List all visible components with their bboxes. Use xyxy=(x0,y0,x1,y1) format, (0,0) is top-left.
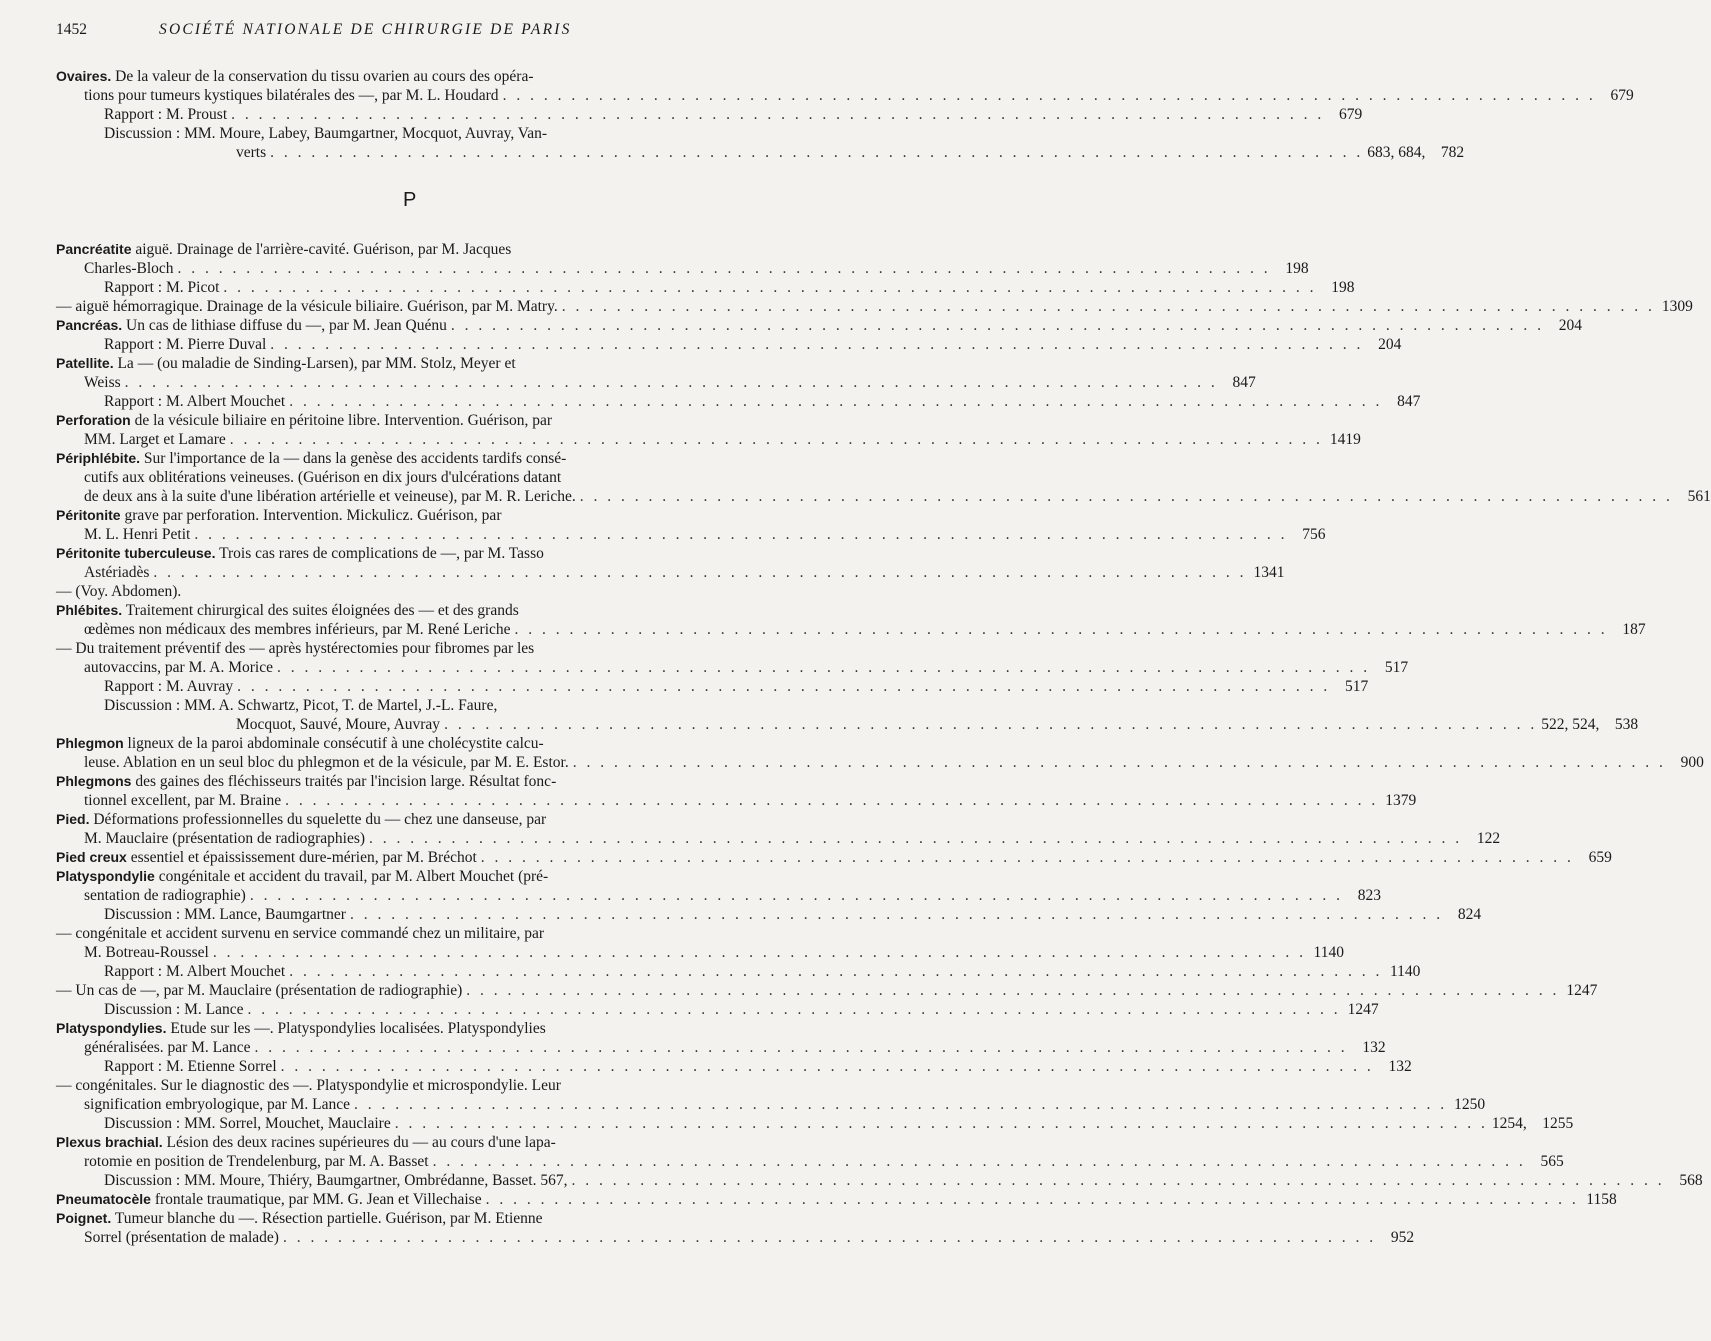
leader-dots: . . . . . . . . . . . . . . . . . . . . . . . . . . . . . . . . . . . . . . . . . . . . . . . . . . . . . . . . . . . . . . . . . . . . . . . . . . . . . . . . xyxy=(354,1096,1448,1113)
page-reference: 1247 xyxy=(1347,1001,1379,1018)
index-entry-text: tions pour tumeurs kystiques bilatérales des —, par M. L. Houdard xyxy=(84,87,499,104)
page-reference: 198 xyxy=(1331,279,1355,296)
index-line-text xyxy=(104,278,219,297)
index-line-text xyxy=(56,602,519,619)
leader-dots: . . . . . . . . . . . . . . . . . . . . . . . . . . . . . . . . . . . . . . . . . . . . . . . . . . . . . . . . . . . . . . . . . . . . . . . . . . . . . . . . xyxy=(276,659,1371,676)
index-keyword: Pied. xyxy=(56,811,90,827)
index-entry-text: Mocquot, Sauvé, Moure, Auvray xyxy=(236,716,441,733)
index-entry-text: De la valeur de la conservation du tissu ovarien au cours des opéra- xyxy=(111,68,534,85)
leader-dots: . . . . . . . . . . . . . . . . . . . . . . . . . . . . . . . . . . . . . . . . . . . . . . . . . . . . . . . . . . . . . . . . . . . . . . . . . . . . . . . . xyxy=(280,1058,1374,1075)
index-line xyxy=(56,124,768,143)
index-entry-text: Traitement chirurgical des suites éloignées des — et des grands xyxy=(122,602,519,619)
index-entry-text: La — (ou maladie de Sinding-Larsen), par MM. Stolz, Meyer et xyxy=(113,355,516,372)
index-line xyxy=(56,1228,1415,1247)
leader-dots: . . . . . . . . . . . . . . . . . . . . . . . . . . . . . . . . . . . . . . . . . . . . . . . . . . . . . . . . . . . . . . . . . . . . . . . . . . . . . . . . xyxy=(561,298,1655,315)
index-line-text xyxy=(56,773,556,790)
index-line-text xyxy=(84,469,561,486)
index-line xyxy=(56,86,1634,105)
index-line xyxy=(56,563,1285,582)
page-reference: 1379 xyxy=(1385,792,1417,809)
page-reference: 756 xyxy=(1302,526,1326,543)
leader-dots: . . . . . . . . . . . . . . . . . . . . . . . . . . . . . . . . . . . . . . . . . . . . . . . . . . . . . . . . . . . . . . . . . . . . . . . . . . . . . . . . xyxy=(285,792,1379,809)
index-line xyxy=(56,867,768,886)
index-line-text xyxy=(104,392,285,411)
index-entry-text: Trois cas rares de complications de —, par M. Tasso xyxy=(215,545,544,562)
section-letter-text: P xyxy=(403,189,417,211)
index-entry-text: de la vésicule biliaire en péritoine libre. Intervention. Guérison, par xyxy=(130,412,553,429)
index-line-text xyxy=(84,791,281,810)
index-line xyxy=(56,601,768,620)
index-line xyxy=(56,734,768,753)
index-line-text xyxy=(56,241,511,258)
index-entry-text: M. Botreau-Roussel xyxy=(84,944,209,961)
index-entry-text: Discussion : MM. Sorrel, Mouchet, Mauclaire xyxy=(104,1115,391,1132)
index-line xyxy=(56,1133,768,1152)
page-reference: 679 xyxy=(1339,106,1363,123)
leader-dots: . . . . . . . . . . . . . . . . . . . . . . . . . . . . . . . . . . . . . . . . . . . . . . . . . . . . . . . . . . . . . . . . . . . . . . . . . . . . . . . . xyxy=(480,849,1574,866)
index-entry-text: Lésion des deux racines supérieures du — au cours d'une lapa- xyxy=(162,1134,556,1151)
index-line-text xyxy=(84,829,365,848)
index-line-text xyxy=(84,563,149,582)
index-line-text xyxy=(84,1228,279,1247)
index-entry-text: œdèmes non médicaux des membres inférieurs, par M. René Leriche xyxy=(84,621,511,638)
index-keyword: Pneumatocèle xyxy=(56,1191,151,1207)
index-line-text xyxy=(56,1134,556,1151)
index-line xyxy=(56,449,768,468)
index-line xyxy=(56,924,768,943)
leader-dots: . . . . . . . . . . . . . . . . . . . . . . . . . . . . . . . . . . . . . . . . . . . . . . . . . . . . . . . . . . . . . . . . . . . . . . . . . . . . . . . . xyxy=(177,260,1271,277)
index-keyword: Pancréas. xyxy=(56,317,123,333)
index-line xyxy=(56,240,768,259)
leader-dots: . . . . . . . . . . . . . . . . . . . . . . . . . . . . . . . . . . . . . . . . . . . . . . . . . . . . . . . . . . . . . . . . . . . . . . . . . . . . . . . . xyxy=(289,963,1383,980)
index-entry-text: — (Voy. Abdomen). xyxy=(56,583,182,600)
index-entry-text: Discussion : MM. Moure, Labey, Baumgartner, Mocquot, Auvray, Van- xyxy=(104,125,548,142)
index-line xyxy=(56,392,1421,411)
index-line-text xyxy=(56,848,477,867)
index-entry-text: Rapport : M. Albert Mouchet xyxy=(104,963,286,980)
leader-dots: . . . . . . . . . . . . . . . . . . . . . . . . . . . . . . . . . . . . . . . . . . . . . . . . . . . . . . . . . . . . . . . . . . . . . . . . . . . . . . . . xyxy=(270,144,1364,161)
leader-dots: . . . . . . . . . . . . . . . . . . . . . . . . . . . . . . . . . . . . . . . . . . . . . . . . . . . . . . . . . . . . . . . . . . . . . . . . . . . . . . . . xyxy=(254,1039,1348,1056)
index-line xyxy=(56,658,1409,677)
index-line xyxy=(56,715,1639,734)
index-entry-text: autovaccins, par M. A. Morice xyxy=(84,659,273,676)
index-line xyxy=(56,639,768,658)
leader-dots: . . . . . . . . . . . . . . . . . . . . . . . . . . . . . . . . . . . . . . . . . . . . . . . . . . . . . . . . . . . . . . . . . . . . . . . . . . . . . . . . xyxy=(237,678,1331,695)
leader-dots: . . . . . . . . . . . . . . . . . . . . . . . . . . . . . . . . . . . . . . . . . . . . . . . . . . . . . . . . . . . . . . . . . . . . . . . . . . . . . . . . xyxy=(212,944,1306,961)
index-line-text xyxy=(56,412,552,429)
leader-dots: . . . . . . . . . . . . . . . . . . . . . . . . . . . . . . . . . . . . . . . . . . . . . . . . . . . . . . . . . . . . . . . . . . . . . . . . . . . . . . . . xyxy=(514,621,1608,638)
page-reference: 1140 xyxy=(1313,944,1344,961)
index-line-text xyxy=(56,1190,482,1209)
leader-dots: . . . . . . . . . . . . . . . . . . . . . . . . . . . . . . . . . . . . . . . . . . . . . . . . . . . . . . . . . . . . . . . . . . . . . . . . . . . . . . . . xyxy=(124,374,1218,391)
index-line-text xyxy=(104,1057,277,1076)
index-line xyxy=(56,105,1363,124)
index-line xyxy=(56,829,1501,848)
index-entry-text: — aiguë hémorragique. Drainage de la vésicule biliaire. Guérison, par M. Matry. xyxy=(56,298,558,315)
index-line xyxy=(56,373,1256,392)
index-entry-text: Discussion : MM. Lance, Baumgartner xyxy=(104,906,346,923)
index-line xyxy=(56,1076,768,1095)
index-line-text xyxy=(104,905,346,924)
index-line xyxy=(56,696,768,715)
index-line-text xyxy=(84,753,569,772)
index-line-text xyxy=(104,105,227,124)
index-entry-text: — congénitales. Sur le diagnostic des —. Platyspondylie et microspondylie. Leur xyxy=(56,1077,561,1094)
page-reference: 568 xyxy=(1679,1172,1703,1189)
index-line-text xyxy=(104,335,266,354)
page-reference: 132 xyxy=(1362,1039,1386,1056)
leader-dots: . . . . . . . . . . . . . . . . . . . . . . . . . . . . . . . . . . . . . . . . . . . . . . . . . . . . . . . . . . . . . . . . . . . . . . . . . . . . . . . . xyxy=(394,1115,1488,1132)
leader-dots: . . . . . . . . . . . . . . . . . . . . . . . . . . . . . . . . . . . . . . . . . . . . . . . . . . . . . . . . . . . . . . . . . . . . . . . . . . . . . . . . xyxy=(572,754,1666,771)
index-line xyxy=(56,278,1355,297)
index-line xyxy=(56,67,768,86)
index-entry-text: aiguë. Drainage de l'arrière-cavité. Guérison, par M. Jacques xyxy=(131,241,512,258)
index-line xyxy=(56,791,1417,810)
index-line-text xyxy=(56,1020,546,1037)
index-keyword: Ovaires. xyxy=(56,68,112,84)
index-line-text xyxy=(104,697,497,714)
index-line-text xyxy=(84,886,246,905)
page-reference: 204 xyxy=(1378,336,1402,353)
index-line xyxy=(56,1038,1386,1057)
index-entry-text: Un cas de lithiase diffuse du —, par M. Jean Quénu xyxy=(122,317,447,334)
index-line-text xyxy=(104,1000,243,1019)
index-line xyxy=(56,886,1381,905)
page-reference: 952 xyxy=(1390,1229,1415,1246)
index-line xyxy=(56,297,1693,316)
index-line-text xyxy=(56,68,534,85)
index-entry-text: Tumeur blanche du —. Résection partielle. Guérison, par M. Etienne xyxy=(111,1210,543,1227)
index-line xyxy=(56,981,1598,1000)
index-line xyxy=(56,506,768,525)
index-line-text xyxy=(84,259,174,278)
index-line-text xyxy=(84,86,499,105)
index-line-text xyxy=(104,125,547,142)
leader-dots: . . . . . . . . . . . . . . . . . . . . . . . . . . . . . . . . . . . . . . . . . . . . . . . . . . . . . . . . . . . . . . . . . . . . . . . . . . . . . . . . xyxy=(432,1153,1526,1170)
leader-dots: . . . . . . . . . . . . . . . . . . . . . . . . . . . . . . . . . . . . . . . . . . . . . . . . . . . . . . . . . . . . . . . . . . . . . . . . . . . . . . . . xyxy=(466,982,1560,999)
leader-dots: . . . . . . . . . . . . . . . . . . . . . . . . . . . . . . . . . . . . . . . . . . . . . . . . . . . . . . . . . . . . . . . . . . . . . . . . . . . . . . . . xyxy=(247,1001,1341,1018)
page-reference: 847 xyxy=(1232,374,1256,391)
leader-dots: . . . . . . . . . . . . . . . . . . . . . . . . . . . . . . . . . . . . . . . . . . . . . . . . . . . . . . . . . . . . . . . . . . . . . . . . . . . . . . . . xyxy=(502,87,1596,104)
index-line-text xyxy=(104,677,233,696)
index-entry-text: M. Mauclaire (présentation de radiographies) xyxy=(84,830,366,847)
index-line-text xyxy=(56,1077,561,1094)
index-line xyxy=(56,316,1583,335)
index-line-text xyxy=(84,373,121,392)
page-reference: 900 xyxy=(1680,754,1704,771)
index-keyword: Phlébites. xyxy=(56,602,123,618)
page-reference: 659 xyxy=(1588,849,1612,866)
index-keyword: Phlegmons xyxy=(56,773,132,789)
index-line xyxy=(56,677,1369,696)
page-reference: 198 xyxy=(1285,260,1309,277)
index-entry-text: Sorrel (présentation de malade) xyxy=(84,1229,279,1246)
index-line-text xyxy=(84,487,576,506)
page-reference: 517 xyxy=(1384,659,1409,676)
index-line xyxy=(56,487,1711,506)
index-line xyxy=(56,1019,768,1038)
index-entry-text: sentation de radiographie) xyxy=(84,887,246,904)
index-line xyxy=(56,810,768,829)
page-reference: 132 xyxy=(1388,1058,1412,1075)
page-reference: 1250 xyxy=(1454,1096,1486,1113)
index-line-text xyxy=(56,640,534,657)
index-entry-text: rotomie en position de Trendelenburg, par M. A. Basset xyxy=(84,1153,429,1170)
index-entry-text: Sur l'importance de la — dans la genèse des accidents tardifs consé- xyxy=(140,450,567,467)
index-line-text xyxy=(56,507,501,524)
index-entry-text: congénitale et accident du travail, par M. Albert Mouchet (pré- xyxy=(154,868,549,885)
index-line xyxy=(56,1171,1703,1190)
index-entry-text: Déformations professionnelles du squelette du — chez une danseuse, par xyxy=(89,811,547,828)
index-line xyxy=(56,582,768,601)
leader-dots: . . . . . . . . . . . . . . . . . . . . . . . . . . . . . . . . . . . . . . . . . . . . . . . . . . . . . . . . . . . . . . . . . . . . . . . . . . . . . . . . xyxy=(369,830,1463,847)
index-line xyxy=(56,962,1421,981)
index-keyword: Pancréatite xyxy=(56,241,132,257)
index-line-text xyxy=(56,583,181,600)
index-line-text xyxy=(104,1171,567,1190)
index-keyword: Patellite. xyxy=(56,355,114,371)
index-entry-text: — Du traitement préventif des — après hystérectomies pour fibromes par les xyxy=(56,640,535,657)
index-line xyxy=(56,1095,1486,1114)
index-entry-text: signification embryologique, par M. Lance xyxy=(84,1096,351,1113)
index-entry-text: Discussion : MM. A. Schwartz, Picot, T. de Martel, J.-L. Faure, xyxy=(104,697,498,714)
index-line xyxy=(56,848,1612,867)
index-line xyxy=(56,1000,1379,1019)
index-entry-text: tionnel excellent, par M. Braine xyxy=(84,792,282,809)
index-keyword: Péritonite xyxy=(56,507,121,523)
page-reference: 823 xyxy=(1357,887,1381,904)
page-reference: 1341 xyxy=(1253,564,1285,581)
index-keyword: Platyspondylies. xyxy=(56,1020,167,1036)
page-reference: 561 xyxy=(1687,488,1711,505)
index-line xyxy=(56,411,768,430)
section-letter xyxy=(56,162,768,240)
index-entry-text: de deux ans à la suite d'une libération artérielle et veineuse), par M. R. Leriche. xyxy=(84,488,576,505)
index-entry-text: MM. Larget et Lamare xyxy=(84,431,226,448)
page-reference: 1158 xyxy=(1586,1191,1617,1208)
index-line-text xyxy=(84,943,209,962)
leader-dots: . . . . . . . . . . . . . . . . . . . . . . . . . . . . . . . . . . . . . . . . . . . . . . . . . . . . . . . . . . . . . . . . . . . . . . . . . . . . . . . . xyxy=(153,564,1247,581)
index-keyword: Péritonite tuberculeuse. xyxy=(56,545,216,561)
index-line xyxy=(56,905,1482,924)
index-line xyxy=(56,335,1402,354)
running-header xyxy=(56,21,746,45)
leader-dots: . . . . . . . . . . . . . . . . . . . . . . . . . . . . . . . . . . . . . . . . . . . . . . . . . . . . . . . . . . . . . . . . . . . . . . . . . . . . . . . . xyxy=(485,1191,1579,1208)
index-entry-text: frontale traumatique, par MM. G. Jean et Villechaise xyxy=(150,1191,482,1208)
page-reference: 1419 xyxy=(1329,431,1361,448)
index-keyword: Phlegmon xyxy=(56,735,124,751)
index-line-text xyxy=(84,1038,251,1057)
page-reference: 565 xyxy=(1540,1153,1564,1170)
index-line-text xyxy=(56,1210,543,1227)
index-entry-text: Rapport : M. Picot xyxy=(104,279,220,296)
page-reference: 204 xyxy=(1558,317,1583,334)
leader-dots: . . . . . . . . . . . . . . . . . . . . . . . . . . . . . . . . . . . . . . . . . . . . . . . . . . . . . . . . . . . . . . . . . . . . . . . . . . . . . . . . xyxy=(231,106,1325,123)
index-line-text xyxy=(84,1095,350,1114)
leader-dots: . . . . . . . . . . . . . . . . . . . . . . . . . . . . . . . . . . . . . . . . . . . . . . . . . . . . . . . . . . . . . . . . . . . . . . . . . . . . . . . . xyxy=(282,1229,1377,1246)
index-line-text xyxy=(56,811,546,828)
index-entry-text: Rapport : M. Auvray xyxy=(104,678,234,695)
page-reference: 679 xyxy=(1610,87,1634,104)
index-entry-text: Etude sur les —. Platyspondylies localisées. Platyspondylies xyxy=(166,1020,546,1037)
index-line xyxy=(56,468,768,487)
index-line xyxy=(56,354,768,373)
index-line-text xyxy=(56,450,566,467)
index-entry-text: Rapport : M. Etienne Sorrel xyxy=(104,1058,277,1075)
index-entry-text: — Un cas de —, par M. Mauclaire (présentation de radiographie) xyxy=(56,982,463,999)
index-line-text xyxy=(56,355,516,372)
index-entry-text: ligneux de la paroi abdominale consécutif à une cholécystite calcu- xyxy=(123,735,544,752)
index-keyword: Périphlébite. xyxy=(56,450,141,466)
index-line xyxy=(56,620,1646,639)
index-line-text xyxy=(56,316,447,335)
leader-dots: . . . . . . . . . . . . . . . . . . . . . . . . . . . . . . . . . . . . . . . . . . . . . . . . . . . . . . . . . . . . . . . . . . . . . . . . . . . . . . . . xyxy=(571,1172,1665,1189)
index-line-text xyxy=(56,981,462,1000)
page-reference: 1140 xyxy=(1389,963,1421,980)
index-entry-text: Charles-Bloch xyxy=(84,260,174,277)
index-keyword: Pied creux xyxy=(56,849,127,865)
leader-dots: . . . . . . . . . . . . . . . . . . . . . . . . . . . . . . . . . . . . . . . . . . . . . . . . . . . . . . . . . . . . . . . . . . . . . . . . . . . . . . . . xyxy=(194,526,1288,543)
index-line-text xyxy=(84,658,273,677)
index-entry-text: — congénitale et accident survenu en service commandé chez un militaire, par xyxy=(56,925,545,942)
index-entry-text: grave par perforation. Intervention. Mickulicz. Guérison, par xyxy=(120,507,502,524)
index-line-text xyxy=(84,1152,429,1171)
leader-dots: . . . . . . . . . . . . . . . . . . . . . . . . . . . . . . . . . . . . . . . . . . . . . . . . . . . . . . . . . . . . . . . . . . . . . . . . . . . . . . . . xyxy=(289,393,1383,410)
leader-dots: . . . . . . . . . . . . . . . . . . . . . . . . . . . . . . . . . . . . . . . . . . . . . . . . . . . . . . . . . . . . . . . . . . . . . . . . . . . . . . . . xyxy=(444,716,1538,733)
leader-dots: . . . . . . . . . . . . . . . . . . . . . . . . . . . . . . . . . . . . . . . . . . . . . . . . . . . . . . . . . . . . . . . . . . . . . . . . . . . . . . . . xyxy=(223,279,1317,296)
leader-dots: . . . . . . . . . . . . . . . . . . . . . . . . . . . . . . . . . . . . . . . . . . . . . . . . . . . . . . . . . . . . . . . . . . . . . . . . . . . . . . . . xyxy=(349,906,1444,923)
page-reference: 522, 524, 538 xyxy=(1541,716,1639,733)
index-line-text xyxy=(56,297,558,316)
leader-dots: . . . . . . . . . . . . . . . . . . . . . . . . . . . . . . . . . . . . . . . . . . . . . . . . . . . . . . . . . . . . . . . . . . . . . . . . . . . . . . . . xyxy=(579,488,1673,505)
index-entry-text: cutifs aux oblitérations veineuses. (Guérison en dix jours d'ulcérations datant xyxy=(84,469,562,486)
running-title: SOCIÉTÉ NATIONALE DE CHIRURGIE DE PARIS xyxy=(159,21,572,38)
index-body xyxy=(56,67,1711,1247)
index-line-text xyxy=(56,735,544,752)
leader-dots: . . . . . . . . . . . . . . . . . . . . . . . . . . . . . . . . . . . . . . . . . . . . . . . . . . . . . . . . . . . . . . . . . . . . . . . . . . . . . . . . xyxy=(450,317,1545,334)
index-line-text xyxy=(84,430,226,449)
index-line-text xyxy=(84,620,511,639)
index-line xyxy=(56,1057,1412,1076)
index-line-text xyxy=(104,962,285,981)
index-entry-text: leuse. Ablation en un seul bloc du phlegmon et de la vésicule, par M. E. Estor. xyxy=(84,754,569,771)
index-entry-text: des gaines des fléchisseurs traités par l'incision large. Résultat fonc- xyxy=(131,773,557,790)
index-keyword: Platyspondylie xyxy=(56,868,155,884)
index-keyword: Poignet. xyxy=(56,1210,112,1226)
page-number: 1452 xyxy=(56,21,87,38)
index-entry-text: verts xyxy=(236,144,267,161)
index-line xyxy=(56,753,1704,772)
index-line xyxy=(56,143,1465,162)
index-entry-text: M. L. Henri Petit xyxy=(84,526,191,543)
index-line-text xyxy=(56,545,544,562)
index-entry-text: Rapport : M. Pierre Duval xyxy=(104,336,267,353)
index-line xyxy=(56,259,1309,278)
index-keyword: Plexus brachial. xyxy=(56,1134,163,1150)
index-entry-text: Rapport : M. Proust xyxy=(104,106,228,123)
index-line-text xyxy=(56,925,544,942)
index-entry-text: Rapport : M. Albert Mouchet xyxy=(104,393,286,410)
index-keyword: Perforation xyxy=(56,412,131,428)
index-line-text xyxy=(56,868,548,885)
index-line xyxy=(56,772,768,791)
index-line-text xyxy=(104,1114,391,1133)
page-reference: 1309 xyxy=(1661,298,1693,315)
page-reference: 1247 xyxy=(1566,982,1598,999)
index-entry-text: essentiel et épaississement dure-mérien, par M. Bréchot xyxy=(126,849,477,866)
index-line xyxy=(56,1114,1574,1133)
leader-dots: . . . . . . . . . . . . . . . . . . . . . . . . . . . . . . . . . . . . . . . . . . . . . . . . . . . . . . . . . . . . . . . . . . . . . . . . . . . . . . . . xyxy=(249,887,1343,904)
page-reference: 122 xyxy=(1476,830,1501,847)
page-reference: 683, 684, 782 xyxy=(1367,144,1465,161)
index-line xyxy=(56,430,1361,449)
page-reference: 847 xyxy=(1397,393,1421,410)
index-line xyxy=(56,1152,1564,1171)
index-line xyxy=(56,943,1344,962)
index-line xyxy=(56,1190,1617,1209)
index-entry-text: Discussion : MM. Moure, Thiéry, Baumgartner, Ombrédanne, Basset. 567, xyxy=(104,1172,568,1189)
page-reference: 824 xyxy=(1457,906,1482,923)
index-entry-text: généralisées. par M. Lance xyxy=(84,1039,251,1056)
index-line-text xyxy=(84,525,190,544)
leader-dots: . . . . . . . . . . . . . . . . . . . . . . . . . . . . . . . . . . . . . . . . . . . . . . . . . . . . . . . . . . . . . . . . . . . . . . . . . . . . . . . . xyxy=(229,431,1323,448)
index-line xyxy=(56,525,1326,544)
index-line xyxy=(56,1209,768,1228)
index-line-text xyxy=(236,143,266,162)
page-reference: 187 xyxy=(1622,621,1646,638)
index-entry-text: Discussion : M. Lance xyxy=(104,1001,244,1018)
index-entry-text: Weiss xyxy=(84,374,121,391)
index-entry-text: Astériadès xyxy=(84,564,150,581)
leader-dots: . . . . . . . . . . . . . . . . . . . . . . . . . . . . . . . . . . . . . . . . . . . . . . . . . . . . . . . . . . . . . . . . . . . . . . . . . . . . . . . . xyxy=(270,336,1364,353)
index-line-text xyxy=(236,715,440,734)
page-reference: 517 xyxy=(1345,678,1369,695)
page-reference: 1254, 1255 xyxy=(1491,1115,1574,1132)
index-line xyxy=(56,544,768,563)
